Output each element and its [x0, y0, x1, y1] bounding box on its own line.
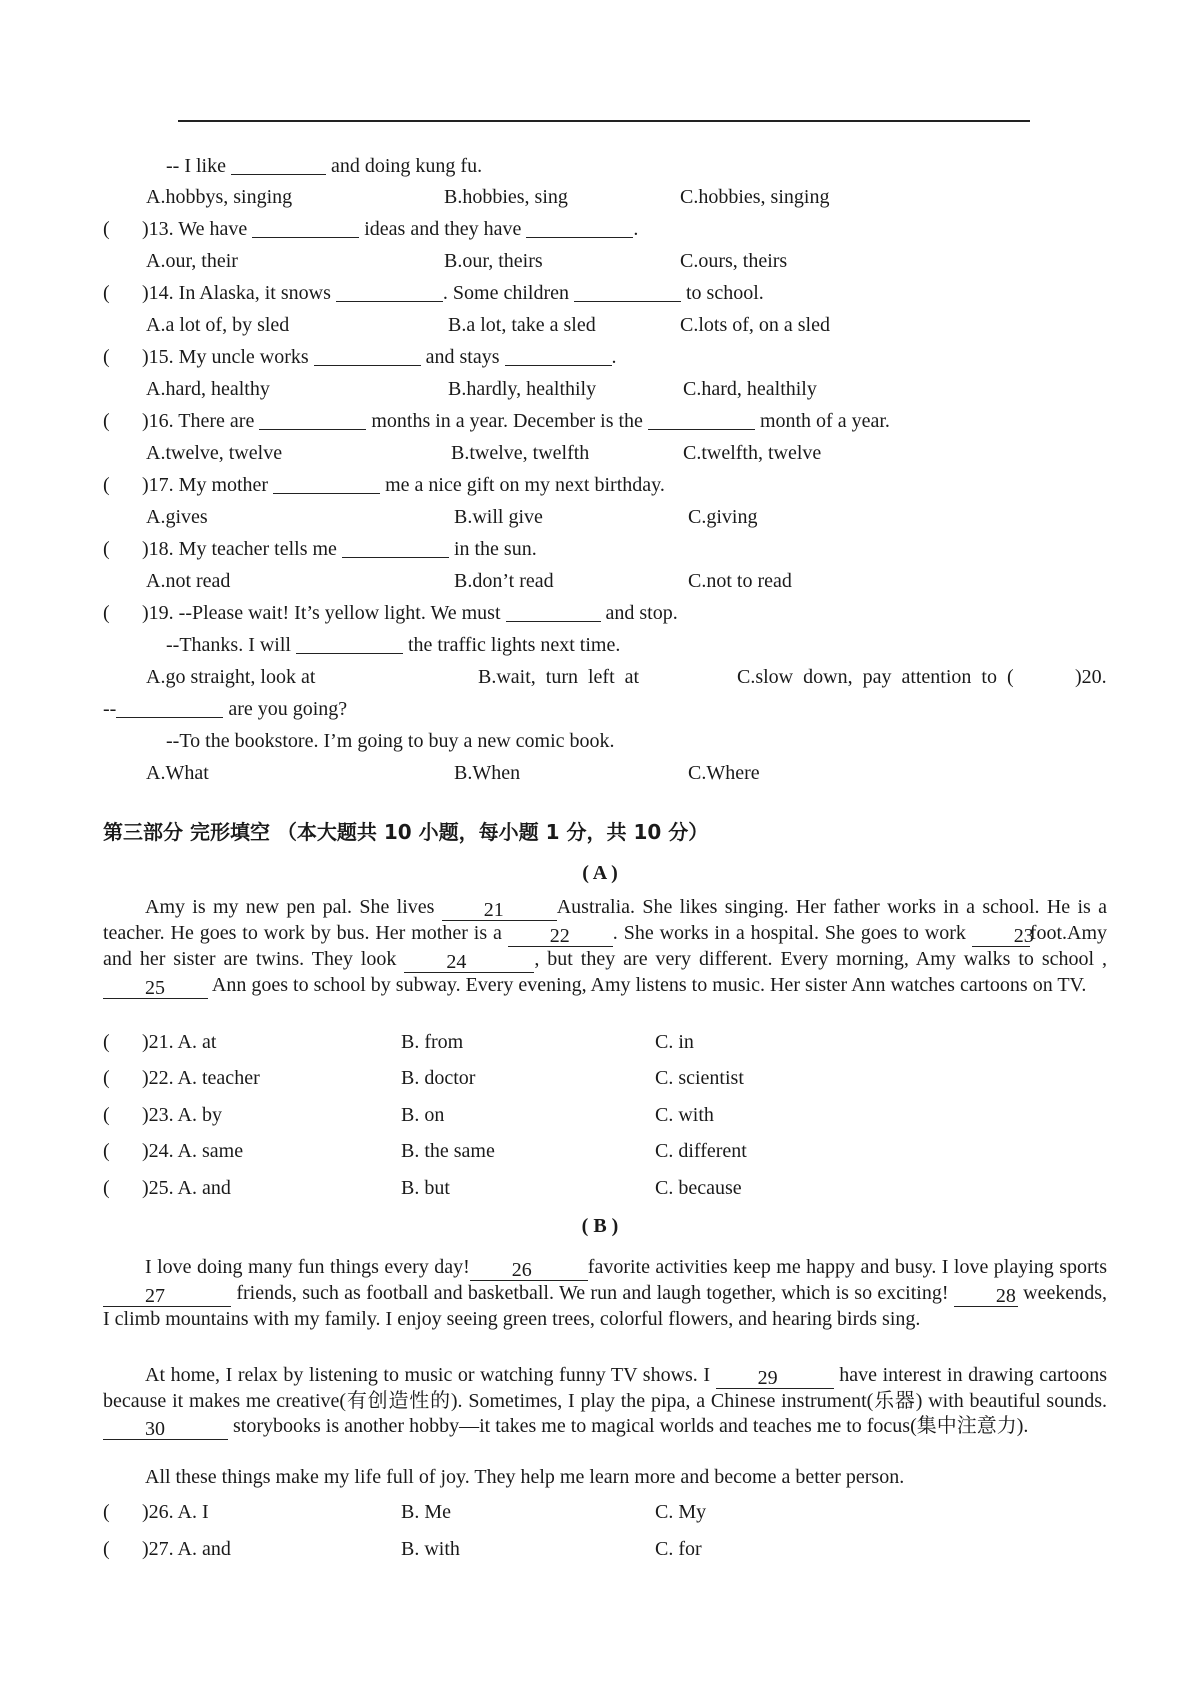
q19-line2-a: --Thanks. I will	[166, 634, 291, 656]
q24-option-a: )24. A. same	[142, 1140, 244, 1162]
cloze-blank-24: 24	[404, 952, 534, 973]
cloze-blank-30: 30	[103, 1419, 228, 1440]
q23-option-b: B. on	[401, 1104, 445, 1126]
answer-paren: (	[103, 1067, 110, 1089]
q21-option-b: B. from	[401, 1031, 464, 1053]
cloze-blank-23: 23	[972, 926, 1030, 947]
answer-paren: (	[103, 1501, 110, 1523]
q15-option-b: B.hardly, healthily	[448, 378, 597, 400]
q16-option-b: B.twelve, twelfth	[451, 442, 590, 464]
answer-blank	[342, 537, 449, 558]
q26-option-c: C. My	[655, 1501, 707, 1523]
answer-blank	[314, 345, 421, 366]
q13-mid: ideas and they have	[364, 218, 522, 240]
q14-option-a: A.a lot of, by sled	[146, 314, 290, 336]
q12-option-c: C.hobbies, singing	[680, 186, 830, 208]
answer-blank	[574, 281, 681, 302]
answer-paren: (	[103, 1140, 110, 1162]
q15-option-a: A.hard, healthy	[146, 378, 270, 400]
q17-option-b: B.will give	[454, 506, 543, 528]
q14-option-c: C.lots of, on a sled	[680, 314, 830, 336]
header-rule	[178, 120, 1030, 122]
q19-line2-b: the traffic lights next time.	[407, 634, 621, 656]
answer-paren: (	[103, 1177, 110, 1199]
q15-mid: and stays	[425, 346, 500, 368]
q19-stem	[142, 601, 678, 625]
q23-option-a: )23. A. by	[142, 1104, 222, 1126]
q17-number: )17. My mother	[142, 474, 269, 496]
q20-dash: --	[103, 698, 117, 720]
q27-option-c: C. for	[655, 1538, 702, 1560]
q24-option-b: B. the same	[401, 1140, 495, 1162]
q20-stem	[103, 697, 347, 721]
q22-option-c: C. scientist	[655, 1067, 744, 1089]
q20-end: are you going?	[228, 698, 348, 720]
q23-option-c: C. with	[655, 1104, 714, 1126]
q20-number: )20.	[1075, 666, 1107, 688]
q26-option-b: B. Me	[401, 1501, 451, 1523]
answer-blank	[506, 601, 601, 622]
cloze-blank-28: 28	[954, 1286, 1018, 1307]
answer-paren: (	[103, 282, 110, 304]
q18-stem	[142, 537, 537, 561]
q20-option-c: C.Where	[688, 762, 760, 784]
q25-option-b: B. but	[401, 1177, 450, 1199]
q20-reply: --To the bookstore. I’m going to buy a new comic book.	[166, 730, 615, 752]
q16-mid: months in a year. December is the	[371, 410, 643, 432]
answer-paren: (	[103, 410, 110, 432]
q13-option-b: B.our, theirs	[444, 250, 543, 272]
section-heading: 第三部分 完形填空 （本大题共 10 小题，每小题 1 分，共 10 分）	[103, 820, 709, 844]
answer-paren: (	[103, 218, 110, 240]
answer-paren: (	[103, 346, 110, 368]
answer-paren: (	[103, 538, 110, 560]
q27-option-b: B. with	[401, 1538, 460, 1560]
answer-blank	[336, 281, 443, 302]
q20-option-a: A.What	[146, 762, 209, 784]
q16-option-a: A.twelve, twelve	[146, 442, 283, 464]
q14-option-b: B.a lot, take a sled	[448, 314, 596, 336]
q13-end: .	[633, 218, 639, 240]
q18-option-a: A.not read	[146, 570, 231, 592]
q19-line2	[166, 633, 620, 657]
q19-option-c: C.slow down, pay attention to (	[737, 666, 1014, 688]
q22-option-b: B. doctor	[401, 1067, 476, 1089]
q18-number: )18. My teacher tells me	[142, 538, 337, 560]
q14-end: to school.	[685, 282, 764, 304]
q17-stem	[142, 473, 665, 497]
q13-option-c: C.ours, theirs	[680, 250, 788, 272]
q21-option-a: )21. A. at	[142, 1031, 217, 1053]
answer-paren: (	[103, 1538, 110, 1560]
answer-blank	[505, 345, 612, 366]
q12-stem	[166, 154, 482, 178]
q13-stem	[142, 217, 638, 241]
q12-stem-b: and doing kung fu.	[330, 155, 483, 177]
cloze-blank-21: 21	[442, 900, 557, 921]
passage-b-paragraph-1: I love doing many fun things every day! 26 favorite activities keep me happy and busy. I love playing sports 27 friends, such as football and basketball. We run and laugh together, which is so exciting! 28 weekends, I climb mountains with my family. I enjoy seeing green trees, colorful flowers, and hearing birds sing.	[103, 1256, 1107, 1330]
answer-paren: (	[103, 1031, 110, 1053]
answer-blank	[231, 154, 326, 175]
q15-number: )15. My uncle works	[142, 346, 309, 368]
q14-mid: . Some children	[442, 282, 569, 304]
q16-end: month of a year.	[759, 410, 890, 432]
q16-number: )16. There are	[142, 410, 255, 432]
q25-option-c: C. because	[655, 1177, 742, 1199]
q16-option-c: C.twelfth, twelve	[683, 442, 822, 464]
q18-option-b: B.don’t read	[454, 570, 554, 592]
cloze-blank-22: 22	[508, 926, 613, 947]
q18-end: in the sun.	[453, 538, 537, 560]
q17-end: me a nice gift on my next birthday.	[385, 474, 665, 496]
q21-option-c: C. in	[655, 1031, 694, 1053]
q16-stem	[142, 409, 890, 433]
passage-a-label: ( A )	[582, 862, 618, 884]
q26-option-a: )26. A. I	[142, 1501, 209, 1523]
q13-option-a: A.our, their	[146, 250, 238, 272]
answer-blank	[252, 217, 359, 238]
answer-paren: (	[103, 1104, 110, 1126]
passage-b-label: ( B )	[581, 1215, 619, 1237]
answer-blank	[273, 473, 380, 494]
q15-stem	[142, 345, 617, 369]
answer-blank	[526, 217, 633, 238]
q19-option-b: B.wait, turn left at	[478, 666, 640, 688]
q12-option-a: A.hobbys, singing	[146, 186, 293, 208]
q18-option-c: C.not to read	[688, 570, 792, 592]
q19-number: )19. --Please wait! It’s yellow light. We must	[142, 602, 501, 624]
passage-b-paragraph-2: At home, I relax by listening to music or watching funny TV shows. I 29 have interest in drawing cartoons because it makes me creative(有创造性的). Sometimes, I play the pipa, a Chinese instrument(乐器) with beautiful sounds. 30 storybooks is another hobby—it takes me to magical worlds and teaches me to focus(集中注意力).	[103, 1364, 1108, 1440]
cloze-blank-25: 25	[103, 978, 208, 999]
q12-stem-a: -- I like	[166, 155, 226, 177]
q27-option-a: )27. A. and	[142, 1538, 231, 1560]
cloze-blank-29: 29	[716, 1368, 834, 1389]
answer-paren: (	[103, 474, 110, 496]
q17-option-c: C.giving	[688, 506, 758, 528]
answer-paren: (	[103, 602, 110, 624]
answer-blank	[116, 697, 223, 718]
passage-b-paragraph-3: All these things make my life full of joy. They help me learn more and become a better person.	[145, 1466, 905, 1488]
q15-option-c: C.hard, healthily	[683, 378, 817, 400]
answer-blank	[296, 633, 403, 654]
q15-end: .	[611, 346, 617, 368]
answer-blank	[259, 409, 366, 430]
q19-end: and stop.	[605, 602, 678, 624]
cloze-blank-27: 27	[103, 1286, 231, 1307]
q13-number: )13. We have	[142, 218, 248, 240]
q24-option-c: C. different	[655, 1140, 747, 1162]
q14-stem	[142, 281, 764, 305]
answer-blank	[648, 409, 755, 430]
q19-option-a: A.go straight, look at	[146, 666, 316, 688]
passage-a-text: Amy is my new pen pal. She lives 21 Australia. She likes singing. Her father works in a school. He is a teacher. He goes to work by bus. Her mother is a 22 . She works in a hospital. She goes to work 23foot.Amy and her sister are twins. They look 24 , but they are very different. Every morning, Amy walks to school , 25 Ann goes to school by subway. Every evening, Amy listens to music. Her sister Ann watches cartoons on TV.	[103, 896, 1107, 999]
cloze-blank-26: 26	[470, 1260, 588, 1281]
q17-option-a: A.gives	[146, 506, 208, 528]
q22-option-a: )22. A. teacher	[142, 1067, 260, 1089]
q25-option-a: )25. A. and	[142, 1177, 231, 1199]
q12-option-b: B.hobbies, sing	[444, 186, 568, 208]
q14-number: )14. In Alaska, it snows	[142, 282, 331, 304]
q20-option-b: B.When	[454, 762, 521, 784]
